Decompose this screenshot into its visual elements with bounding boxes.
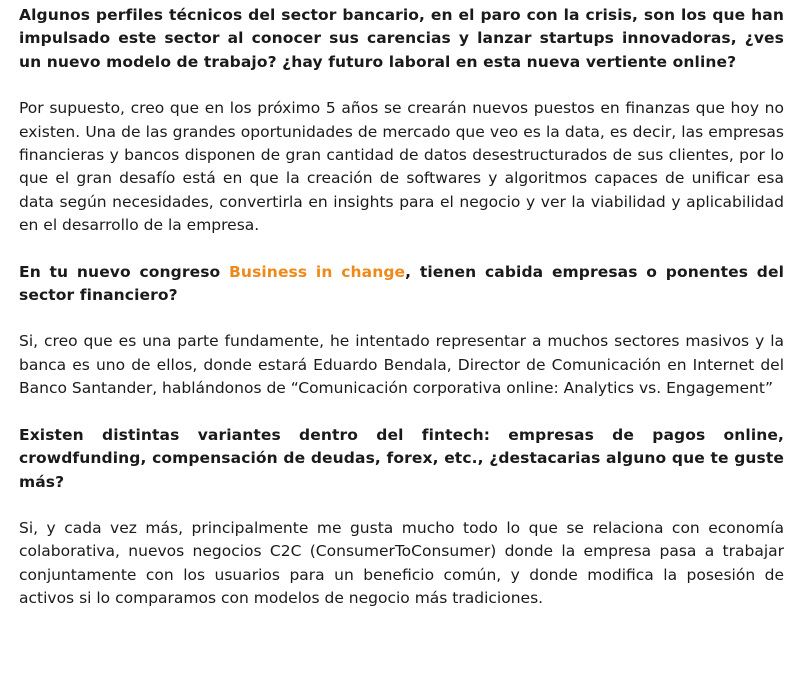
business-in-change-link[interactable]: Business in change xyxy=(229,262,406,281)
answer-1: Por supuesto, creo que en los próximo 5 años se crearán nuevos puestos en finanzas que hoy no existen. Una de las grandes oportunidades de mercado que veo es la data, es decir, las empresas financieras y bancos disponen de gran cantidad de datos desestructurados de sus clientes, por lo que el gran desafío está en que la creación de softwares y algoritmos capaces de unificar esa data según necesidades, convertirla en insights para el negocio y ver la viabilidad y aplicabilidad en el desarrollo de la empresa. xyxy=(19,99,784,235)
spacer xyxy=(19,238,784,261)
spacer xyxy=(19,307,784,330)
spacer xyxy=(19,494,784,517)
answer-2: Si, creo que es una parte fundamente, he intentado representar a muchos sectores masivos y la banca es uno de ellos, donde estará Eduardo Bendala, Director de Comunicación en Internet del Banco Santander, hablándonos de “Comunicación corporativa online: Analytics vs. Engagement” xyxy=(19,332,784,398)
question-1: Algunos perfiles técnicos del sector bancario, en el paro con la crisis, son los que han impulsado este sector al conocer sus carencias y lanzar startups innovadoras, ¿ves un nuevo modelo de trabajo? ¿hay futuro laboral en esta nueva vertiente online? xyxy=(19,6,784,71)
answer-3: Si, y cada vez más, principalmente me gusta mucho todo lo que se relaciona con economía colaborativa, nuevos negocios C2C (ConsumerToConsumer) donde la empresa pasa a trabajar conjuntamente con los usuarios para un beneficio común, y donde modifica la posesión de activos si lo comparamos con modelos de negocio más tradiciones. xyxy=(19,518,784,608)
question-2-before: En tu nuevo congreso xyxy=(19,262,230,281)
question-3: Existen distintas variantes dentro del fintech: empresas de pagos online, crowdfunding, compensación de deudas, forex, etc., ¿destacarias alguno que te guste más? xyxy=(19,425,784,491)
spacer xyxy=(19,401,784,424)
question-2-after: , tienen cabida empresas o ponentes del sector financiero? xyxy=(19,262,784,305)
question-2 xyxy=(19,261,784,308)
spacer xyxy=(19,74,784,97)
